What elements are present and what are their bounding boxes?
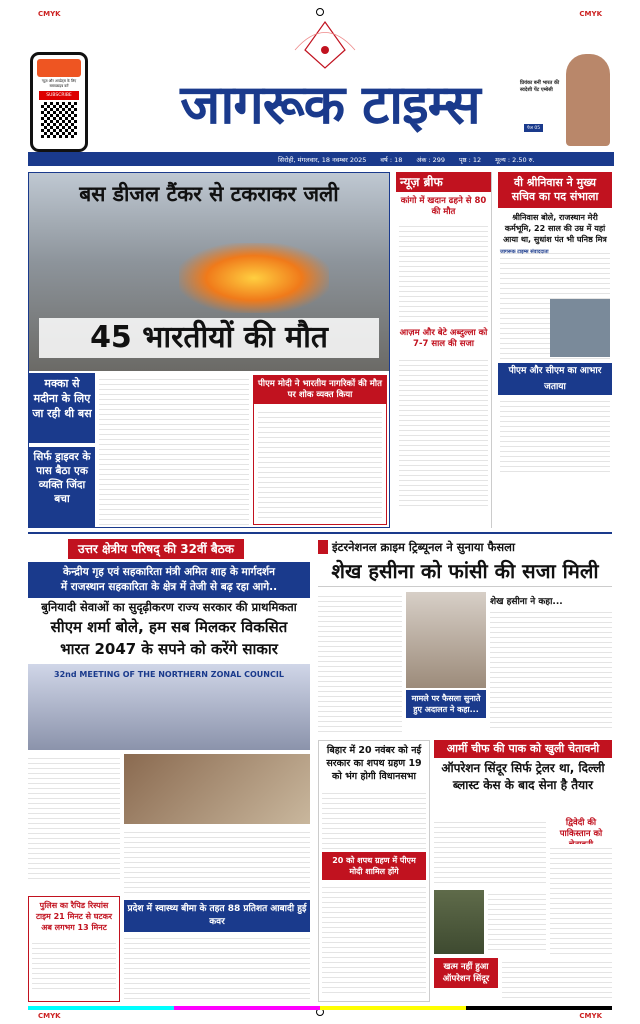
logo-thumb	[37, 59, 81, 77]
brief-body-1	[399, 222, 488, 322]
model-photo	[566, 54, 610, 146]
pm-condolence-box	[253, 375, 387, 525]
cmyk-mark: CMYK	[38, 1012, 61, 1020]
army-red-box: खत्म नहीं हुआ ऑपरेशन सिंदूर	[434, 958, 498, 988]
bihar-body-1	[322, 789, 426, 849]
chief-box-body	[500, 397, 610, 473]
bihar-story	[318, 740, 430, 1002]
council-headline-1: सीएम शर्मा बोले, हम सब मिलकर विकसित	[50, 618, 288, 636]
army-body-3	[502, 958, 612, 1002]
health-scheme-headline: प्रदेश में स्वास्थ्य बीमा के तहत 88 प्रतिशत आबादी हुई कवर	[124, 900, 310, 932]
health-scheme-body	[124, 934, 310, 1002]
bihar-box: 20 को शपथ ग्रहण में पीएम मोदी शामिल होंगे	[322, 852, 426, 880]
cmyk-mark: CMYK	[579, 1012, 602, 1020]
pm-box-headline: पीएम मोदी ने भारतीय नागरिकों की मौत पर शोक व्यक्त किया	[254, 376, 386, 404]
hasina-caption: मामले पर फैसला सुनाते हुए अदालत ने कहा...	[406, 690, 486, 718]
hasina-story	[318, 538, 612, 734]
lead-big-headline: 45 भारतीयों की मौत	[39, 318, 379, 358]
right-ad-text: प्रियंका बनीं भारत की स्वदेशी पेंट एम्बेसी	[520, 80, 560, 93]
police-box-body	[32, 939, 116, 989]
council-headline-2: भारत 2047 के सपने को करेंगे साकार	[60, 640, 278, 658]
pages: पृष्ठ : 12	[459, 155, 482, 164]
army-tag: आर्मी चीफ की पाक को खुली चेतावनी	[434, 740, 612, 758]
pen-nib-logo	[290, 20, 360, 70]
council-line-3: बुनियादी सेवाओं का सुदृढ़ीकरण राज्य सरकार की प्राथमिकता	[41, 600, 297, 614]
subscribe-ad[interactable]	[30, 52, 88, 152]
hasina-photo	[406, 592, 486, 688]
hasina-body-1	[318, 592, 402, 732]
army-side-body	[550, 844, 612, 954]
chief-headline: वी श्रीनिवास ने मुख्य सचिव का पद संभाला	[498, 172, 612, 208]
issue: अंक : 299	[416, 155, 446, 164]
brief-headline-2: आज़म और बेटे अब्दुल्ला को 7-7 साल की सजा	[399, 328, 488, 349]
chief-body	[500, 249, 610, 359]
lead-body	[99, 375, 249, 525]
right-ad-tag: पेज 05	[524, 124, 543, 132]
brief-title: न्यूज़ ब्रीफ	[396, 172, 491, 192]
lead-side-1: मक्का से मदीना के लिए जा रही थी बस	[29, 373, 95, 443]
army-story	[434, 740, 612, 1002]
chief-secretary-story	[498, 172, 612, 528]
news-brief	[396, 172, 492, 528]
chief-box-title: पीएम और सीएम का आभार जताया	[498, 363, 612, 395]
dateline: सिरोही, मंगलवार, 18 नवम्बर 2025	[278, 155, 367, 164]
masthead-title: जागरूक टाइम्स	[180, 72, 480, 136]
council-tag: उत्तर क्षेत्रीय परिषद् की 32वीं बैठक	[68, 539, 244, 559]
ad-line: न्यूज़ और अपडेट्स के लिए	[41, 79, 77, 83]
council-photo	[28, 664, 310, 750]
council-line-1: केन्द्रीय गृह एवं सहकारिता मंत्री अमित शाह के मार्गदर्शन	[63, 566, 275, 578]
council-story	[28, 538, 310, 1002]
army-chief-photo	[434, 890, 484, 954]
tag-marker	[318, 540, 328, 554]
cmyk-mark: CMYK	[38, 10, 61, 18]
army-body-2	[488, 890, 546, 954]
lead-story	[28, 172, 390, 528]
council-body-1	[28, 754, 120, 880]
price: मूल्य : 2.50 रु.	[495, 155, 535, 164]
police-box	[28, 896, 120, 1002]
army-headline: ऑपरेशन सिंदूर सिर्फ ट्रेलर था, दिल्ली ब्लास्ट केस के बाद सेना है तैयार	[441, 761, 605, 792]
council-lines	[28, 562, 310, 598]
council-line-2: में राजस्थान सहकारिता के क्षेत्र में तेजी से बढ़ रहा आगे..	[60, 581, 278, 593]
chief-byline: जागरूक टाइम्स संवाददाता	[500, 249, 549, 255]
hasina-quote-title: शेख हसीना ने कहा...	[490, 597, 563, 607]
color-bar	[28, 1006, 612, 1010]
lead-side-2: सिर्फ ड्राइवर के पास बैठा एक व्यक्ति जिंदा बचा	[29, 447, 95, 527]
council-photo-2	[124, 754, 310, 824]
year: वर्ष : 18	[380, 155, 403, 164]
army-side-headline: द्विवेदी की पाकिस्तान को	[559, 818, 603, 839]
right-ad[interactable]	[520, 60, 610, 150]
army-body-1	[434, 818, 546, 886]
lead-headline: बस डीजल टैंकर से टकराकर जली	[79, 182, 339, 206]
cmyk-mark: CMYK	[579, 10, 602, 18]
info-bar	[28, 152, 614, 166]
hasina-headline: शेख हसीना को फांसी की सजा मिली	[318, 556, 612, 587]
hasina-body-2	[490, 608, 612, 732]
subscribe-button[interactable]: SUBSCRIBE	[39, 91, 79, 100]
qr-code[interactable]	[41, 102, 77, 138]
chief-photo	[550, 299, 610, 357]
bihar-body-2	[322, 883, 426, 995]
ad-line: सब्सक्राइब करें	[49, 84, 69, 88]
registration-mark	[316, 8, 324, 16]
pm-box-body	[258, 408, 382, 518]
brief-headline-1: कांगो में खदान ढहने से 80 की मौत	[400, 196, 487, 217]
council-body-2	[124, 828, 310, 896]
hasina-tag: इंटरनेशनल क्राइम ट्रिब्यूनल ने सुनाया फैसला	[332, 540, 515, 554]
brief-body-2	[399, 356, 488, 506]
bihar-headline: बिहार में 20 नवंबर को नई सरकार का शपथ ग्रहण 19 को भंग होगी विधानसभा	[326, 745, 422, 782]
police-box-text: पुलिस का रैपिड रिस्पांस टाइम 21 मिनट से घटकर अब लगभग 13 मिनट	[35, 901, 112, 932]
council-banner: 32nd MEETING OF THE NORTHERN ZONAL COUNCIL	[54, 670, 284, 679]
chief-subhead: श्रीनिवास बोले, राजस्थान मेरी कर्मभूमि, 22 साल की उम्र में यहां आया था, सुधांश पंत भी घनिष्ठ मित्र	[503, 213, 607, 244]
section-divider	[28, 532, 612, 534]
